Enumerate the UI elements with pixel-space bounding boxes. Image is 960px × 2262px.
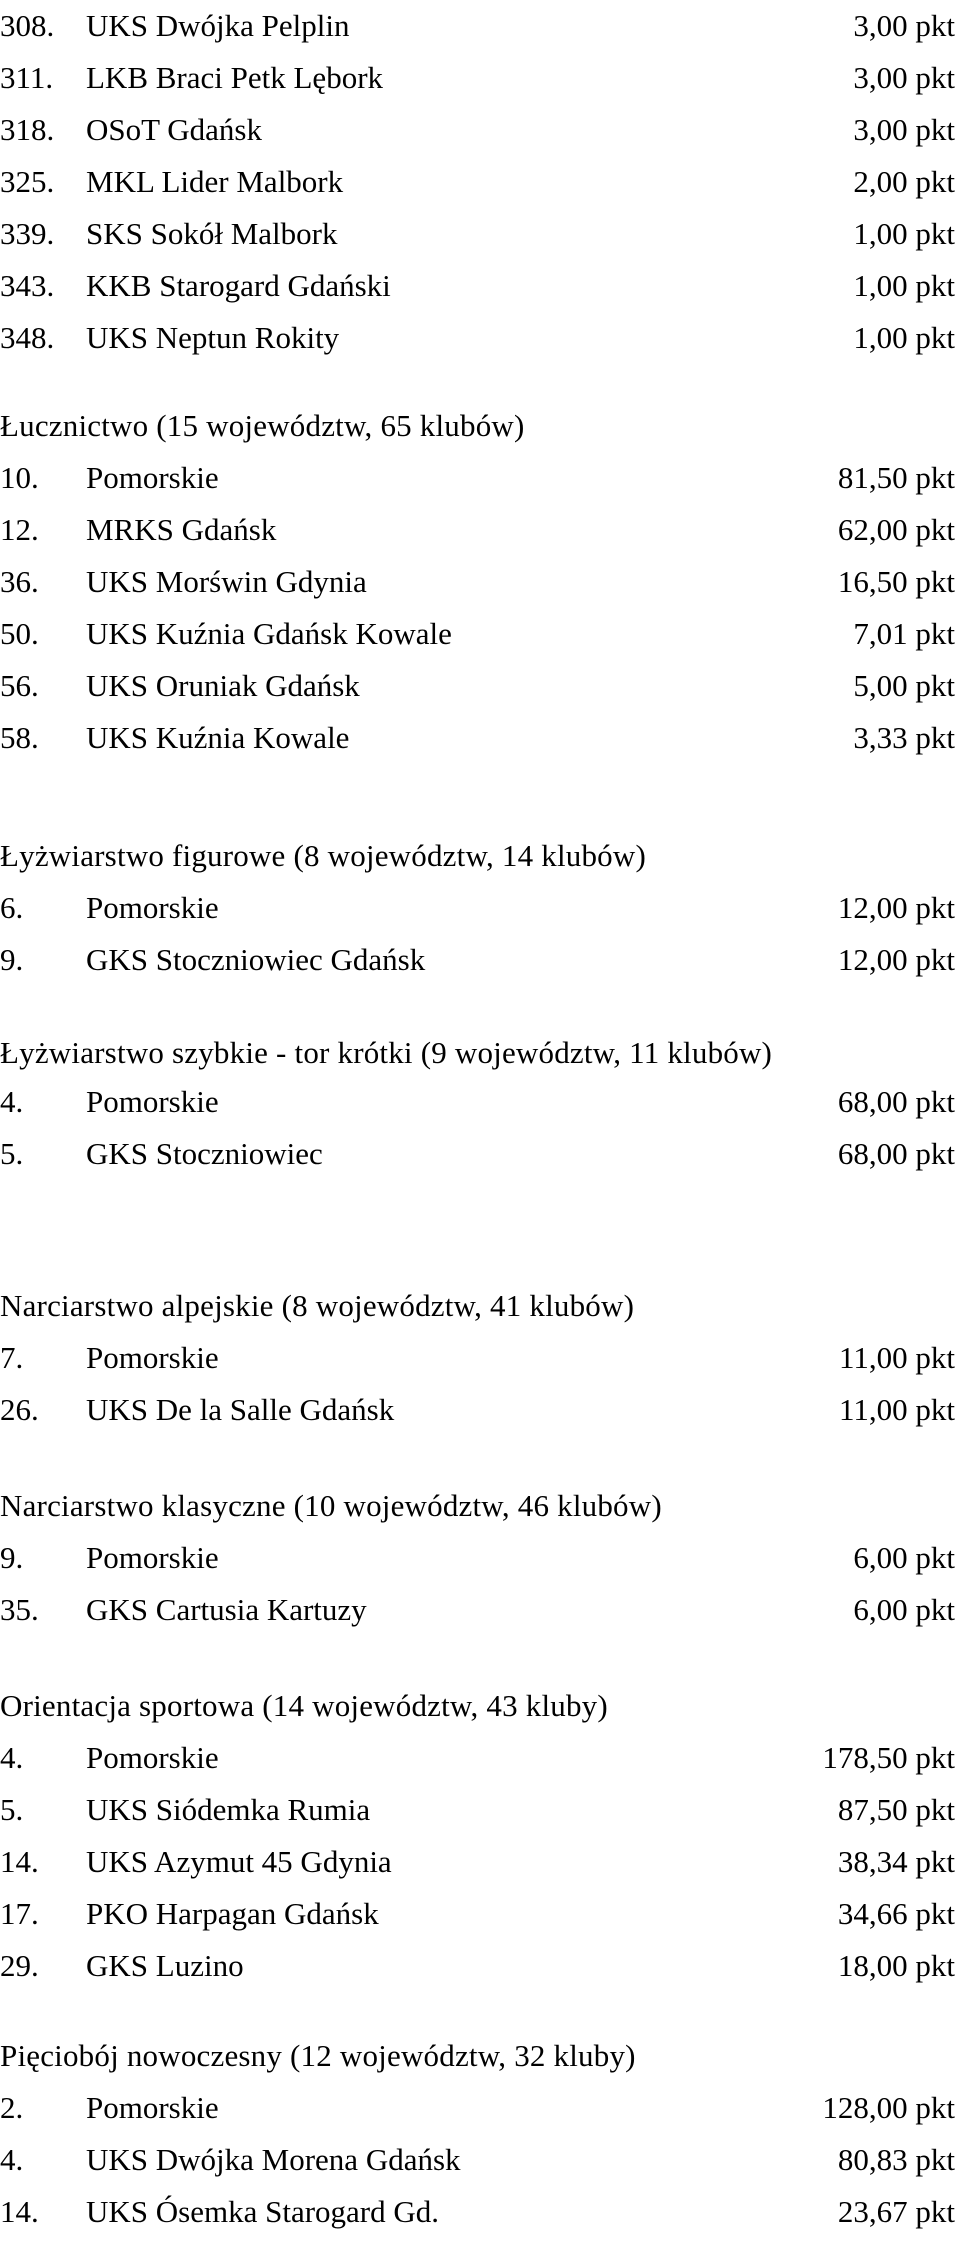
points-value: 128,00 pkt [822,2090,955,2125]
rank-number: 343. [0,268,55,303]
club-name: PKO Harpagan Gdańsk [86,1896,379,1931]
club-name: MRKS Gdańsk [86,512,277,547]
ranking-row [0,660,960,712]
ranking-row [0,260,960,312]
ranking-row [0,0,960,52]
club-name: GKS Luzino [86,1948,244,1983]
points-value: 16,50 pkt [837,564,955,599]
club-name: Pomorskie [86,2090,219,2125]
ranking-row [0,208,960,260]
points-value: 11,00 pkt [839,1340,955,1375]
ranking-row [0,1940,960,1992]
club-name: UKS Siódemka Rumia [86,1792,371,1827]
ranking-row [0,1332,960,1384]
rank-number: 35. [0,1592,39,1627]
club-name: KKB Starogard Gdański [86,268,391,303]
club-name: GKS Stoczniowiec Gdańsk [86,942,426,977]
ranking-row [0,1584,960,1636]
club-name: UKS Morświn Gdynia [86,564,367,599]
points-value: 68,00 pkt [837,1136,955,1171]
ranking-row [0,1384,960,1436]
ranking-row [0,1836,960,1888]
rank-number: 56. [0,668,39,703]
club-name: SKS Sokół Malbork [86,216,338,251]
club-name: UKS Kuźnia Gdańsk Kowale [86,616,452,651]
ranking-row [0,52,960,104]
section-2 [0,830,960,986]
points-value: 178,50 pkt [822,1740,955,1775]
ranking-row [0,1888,960,1940]
points-value: 7,01 pkt [853,616,955,651]
section-heading: Narciarstwo alpejskie (8 województw, 41 klubów) [0,1288,635,1323]
rank-number: 339. [0,216,55,251]
points-value: 12,00 pkt [837,890,955,925]
ranking-row [0,156,960,208]
points-value: 11,00 pkt [839,1392,955,1427]
rank-number: 14. [0,1844,39,1879]
rank-number: 5. [0,1136,24,1171]
points-value: 81,50 pkt [837,460,955,495]
points-value: 23,67 pkt [837,2194,955,2229]
points-value: 3,33 pkt [853,720,955,755]
club-name: UKS Azymut 45 Gdynia [86,1844,392,1879]
club-name: UKS Oruniak Gdańsk [86,668,360,703]
club-name: Pomorskie [86,1540,219,1575]
club-name: UKS Kuźnia Kowale [86,720,350,755]
rank-number: 325. [0,164,55,199]
points-value: 3,00 pkt [853,112,955,147]
rank-number: 36. [0,564,39,599]
rank-number: 308. [0,8,55,43]
rank-number: 58. [0,720,39,755]
ranking-row [0,2082,960,2134]
rank-number: 6. [0,890,24,925]
points-value: 3,00 pkt [853,8,955,43]
points-value: 34,66 pkt [837,1896,955,1931]
rank-number: 29. [0,1948,39,1983]
section-heading: Pięciobój nowoczesny (12 województw, 32 kluby) [0,2038,636,2073]
ranking-row [0,312,960,364]
points-value: 68,00 pkt [837,1084,955,1119]
section-heading: Narciarstwo klasyczne (10 województw, 46 klubów) [0,1488,662,1523]
club-name: Pomorskie [86,1340,219,1375]
ranking-row [0,104,960,156]
club-name: Pomorskie [86,460,219,495]
points-value: 5,00 pkt [853,668,955,703]
ranking-row [0,2186,960,2238]
rank-number: 318. [0,112,55,147]
points-value: 87,50 pkt [837,1792,955,1827]
ranking-row [0,882,960,934]
rank-number: 7. [0,1340,24,1375]
section-6 [0,1680,960,1992]
ranking-row [0,556,960,608]
section-7 [0,2030,960,2238]
ranking-row [0,1076,960,1128]
rank-number: 2. [0,2090,24,2125]
section-heading: Łyżwiarstwo figurowe (8 województw, 14 klubów) [0,838,646,873]
ranking-row [0,1784,960,1836]
ranking-row [0,608,960,660]
club-name: UKS De la Salle Gdańsk [86,1392,395,1427]
club-name: GKS Cartusia Kartuzy [86,1592,367,1627]
points-value: 3,00 pkt [853,60,955,95]
points-value: 38,34 pkt [837,1844,955,1879]
club-name: Pomorskie [86,1084,219,1119]
club-name: Pomorskie [86,1740,219,1775]
rank-number: 5. [0,1792,24,1827]
points-value: 18,00 pkt [837,1948,955,1983]
club-name: Pomorskie [86,890,219,925]
section-0 [0,0,960,364]
club-name: UKS Dwójka Morena Gdańsk [86,2142,461,2177]
rank-number: 4. [0,1084,24,1119]
rank-number: 17. [0,1896,39,1931]
ranking-row [0,712,960,764]
section-3 [0,1030,960,1180]
rank-number: 9. [0,942,24,977]
ranking-row [0,1732,960,1784]
points-value: 6,00 pkt [853,1540,955,1575]
ranking-row [0,1532,960,1584]
section-heading: Łucznictwo (15 województw, 65 klubów) [0,408,525,443]
club-name: UKS Ósemka Starogard Gd. [86,2194,440,2229]
rank-number: 4. [0,1740,24,1775]
points-value: 2,00 pkt [853,164,955,199]
section-1 [0,400,960,764]
club-name: LKB Braci Petk Lębork [86,60,384,95]
rank-number: 348. [0,320,55,355]
rank-number: 9. [0,1540,24,1575]
rank-number: 14. [0,2194,39,2229]
ranking-row [0,2134,960,2186]
club-name: OSoT Gdańsk [86,112,262,147]
rank-number: 10. [0,460,39,495]
points-value: 62,00 pkt [837,512,955,547]
points-value: 1,00 pkt [853,216,955,251]
rank-number: 12. [0,512,39,547]
section-heading: Orientacja sportowa (14 województw, 43 kluby) [0,1688,608,1723]
ranking-row [0,452,960,504]
club-name: UKS Dwójka Pelplin [86,8,350,43]
points-value: 6,00 pkt [853,1592,955,1627]
rank-number: 311. [0,60,54,95]
section-4 [0,1280,960,1436]
club-name: GKS Stoczniowiec [86,1136,323,1171]
section-heading: Łyżwiarstwo szybkie - tor krótki (9 województw, 11 klubów) [0,1035,773,1070]
rank-number: 4. [0,2142,24,2177]
ranking-row [0,934,960,986]
ranking-row [0,504,960,556]
rank-number: 50. [0,616,39,651]
points-value: 1,00 pkt [853,320,955,355]
club-name: UKS Neptun Rokity [86,320,340,355]
club-name: MKL Lider Malbork [86,164,344,199]
points-value: 80,83 pkt [837,2142,955,2177]
points-value: 1,00 pkt [853,268,955,303]
ranking-row [0,1128,960,1180]
points-value: 12,00 pkt [837,942,955,977]
section-5 [0,1480,960,1636]
rank-number: 26. [0,1392,39,1427]
